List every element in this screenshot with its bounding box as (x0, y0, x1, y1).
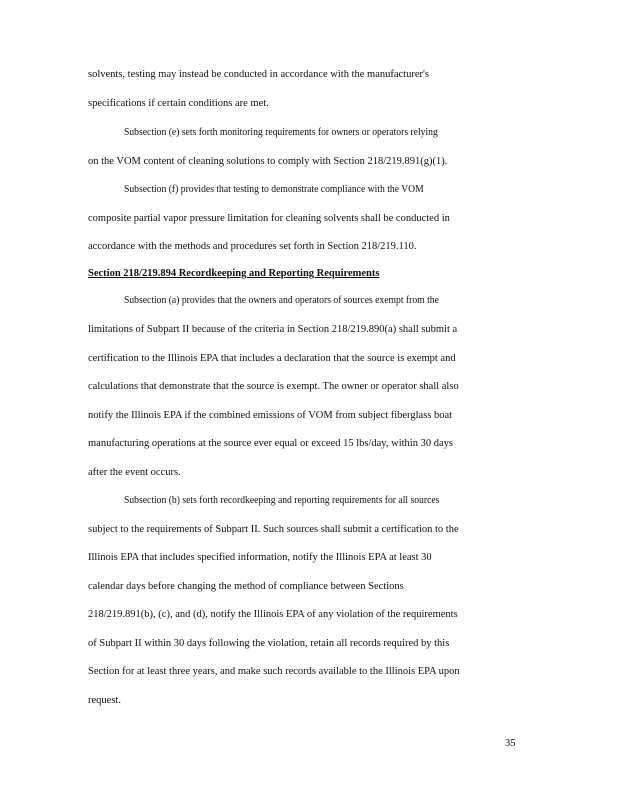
paragraph-4-line-4: calculations that demonstrate that the source is exempt. The owner or operator shall also (88, 381, 459, 392)
paragraph-1-line-2: specifications if certain conditions are met. (88, 98, 269, 109)
paragraph-5-line-6: of Subpart II within 30 days following the violation, retain all records required by this (88, 638, 450, 649)
paragraph-4-line-5: notify the Illinois EPA if the combined emissions of VOM from subject fiberglass boat (88, 410, 453, 421)
page-number: 35 (505, 738, 516, 749)
section-heading: Section 218/219.894 Recordkeeping and Reporting Requirements (88, 268, 380, 279)
paragraph-4-line-2: limitations of Subpart II because of the criteria in Section 218/219.890(a) shall submit a (88, 324, 458, 335)
paragraph-5-line-4: calendar days before changing the method of compliance between Sections (88, 581, 404, 592)
paragraph-5-line-1: Subsection (b) sets forth recordkeeping and reporting requirements for all sources (124, 495, 440, 506)
paragraph-5-line-5: 218/219.891(b), (c), and (d), notify the Illinois EPA of any violation of the requirements (88, 609, 458, 620)
paragraph-5-line-8: request. (88, 695, 121, 706)
paragraph-2-line-2: on the VOM content of cleaning solutions to comply with Section 218/219.891(g)(1). (88, 156, 448, 167)
paragraph-1-line-1: solvents, testing may instead be conducted in accordance with the manufacturer's (88, 69, 429, 80)
paragraph-3-line-2: composite partial vapor pressure limitation for cleaning solvents shall be conducted in (88, 213, 450, 224)
paragraph-3-line-1: Subsection (f) provides that testing to demonstrate compliance with the VOM (124, 184, 424, 195)
paragraph-3-line-3: accordance with the methods and procedures set forth in Section 218/219.110. (88, 241, 417, 252)
paragraph-4-line-6: manufacturing operations at the source ever equal or exceed 15 lbs/day, within 30 days (88, 438, 453, 449)
paragraph-5-line-7: Section for at least three years, and make such records available to the Illinois EPA upon (88, 666, 460, 677)
paragraph-4-line-1: Subsection (a) provides that the owners and operators of sources exempt from the (124, 295, 439, 306)
paragraph-4-line-3: certification to the Illinois EPA that includes a declaration that the source is exempt and (88, 353, 456, 364)
paragraph-5-line-2: subject to the requirements of Subpart II. Such sources shall submit a certification to the (88, 524, 459, 535)
paragraph-5-line-3: Illinois EPA that includes specified information, notify the Illinois EPA at least 30 (88, 552, 432, 563)
paragraph-2-line-1: Subsection (e) sets forth monitoring requirements for owners or operators relying (124, 127, 438, 138)
paragraph-4-line-7: after the event occurs. (88, 467, 181, 478)
